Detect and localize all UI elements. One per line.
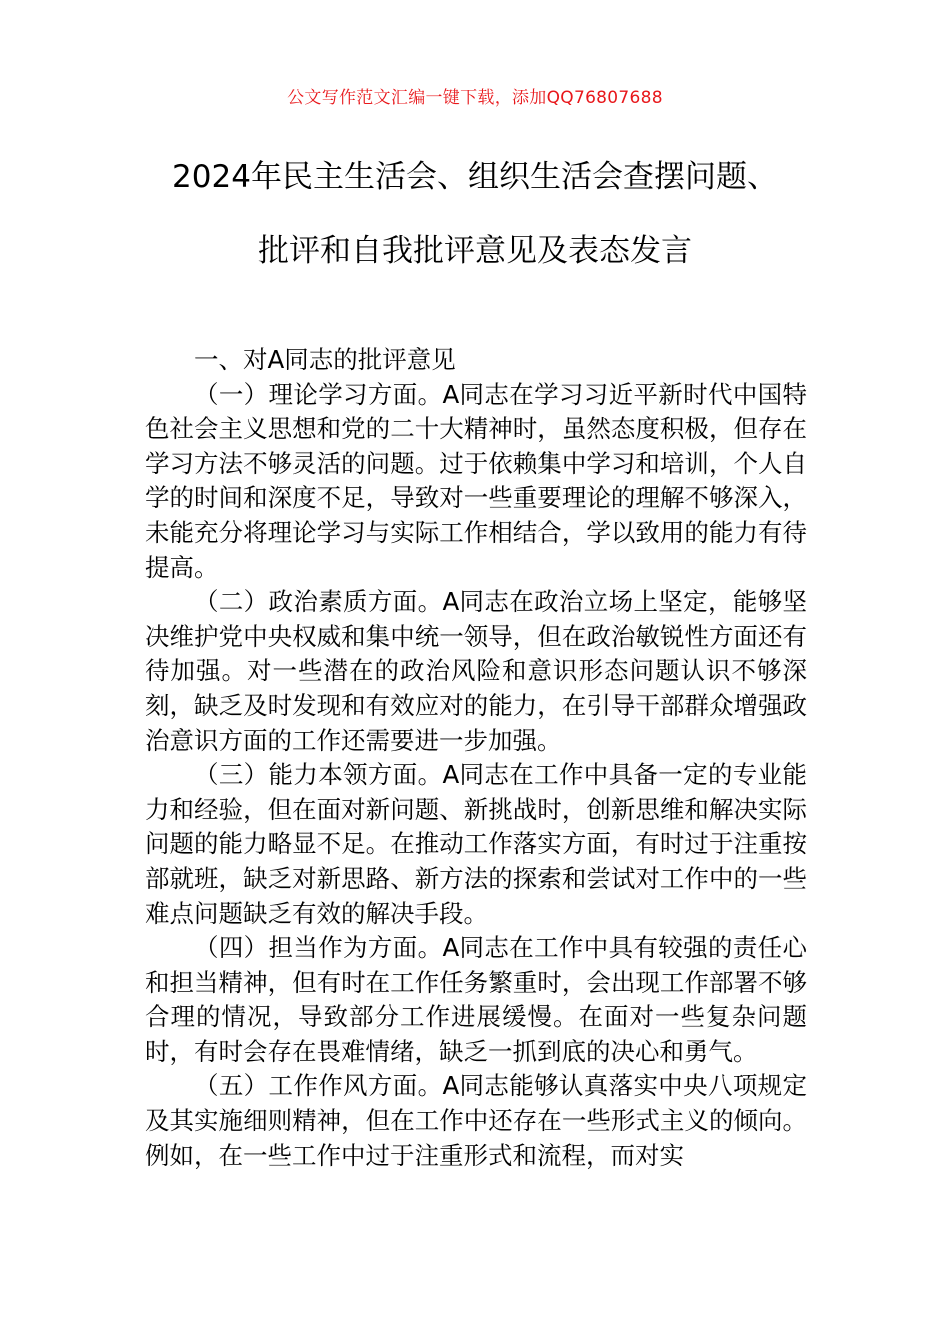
paragraph-text: A同志在政治立场上坚定，能够坚决维护党中央权威和集中统一领导，但在政治敏锐性方面还有待加强。对一些潜在的政治风险和意识形态问题认识不够深刻，缺乏及时发现和有效应对的能力，在引导干部群众增强政治意识方面的工作还需要进一步加强。 xyxy=(145,587,807,755)
paragraph-theory-study xyxy=(145,378,807,586)
paragraph-political-quality xyxy=(145,585,807,758)
paragraph-text: A同志在学习习近平新时代中国特色社会主义思想和党的二十大精神时，虽然态度积极，但存在学习方法不够灵活的问题。过于依赖集中学习和培训，个人自学的时间和深度不足，导致对一些重要理论的理解不够深入，未能充分将理论学习与实际工作相结合，学以致用的能力有待提高。 xyxy=(145,379,807,582)
download-notice: 公文写作范文汇编一键下载，添加QQ76807688 xyxy=(287,88,663,108)
paragraph-lead: （二）政治素质方面。 xyxy=(194,587,443,617)
title-line-1: 2024年民主生活会、组织生活会查摆问题、 xyxy=(172,159,778,195)
paragraph-lead: （三）能力本领方面。 xyxy=(194,760,443,790)
document-title xyxy=(70,153,880,275)
paragraph-text: A同志在工作中具备一定的专业能力和经验，但在面对新问题、新挑战时，创新思维和解决实际问题的能力略显不足。在推动工作落实方面，有时过于注重按部就班，缺乏对新思路、新方法的探索和尝试对工作中的一些难点问题缺乏有效的解决手段。 xyxy=(145,760,807,928)
section-heading: 一、对A同志的批评意见 xyxy=(194,345,456,374)
paragraph-lead: （一）理论学习方面。 xyxy=(194,379,443,409)
document-body xyxy=(145,343,807,1173)
paragraph-lead: （五）工作作风方面。 xyxy=(194,1071,443,1101)
paragraph-ability xyxy=(145,758,807,931)
paragraph-lead: （四）担当作为方面。 xyxy=(194,933,443,963)
paragraph-responsibility xyxy=(145,931,807,1069)
title-line-2: 批评和自我批评意见及表态发言 xyxy=(258,233,692,269)
paragraph-work-style xyxy=(145,1069,807,1173)
paragraph-text: A同志能够认真落实中央八项规定及其实施细则精神，但在工作中还存在一些形式主义的倾向。例如，在一些工作中过于注重形式和流程，而对实 xyxy=(145,1071,807,1170)
paragraph-text: A同志在工作中具有较强的责任心和担当精神，但有时在工作任务繁重时，会出现工作部署不够合理的情况，导致部分工作进展缓慢。在面对一些复杂问题时，有时会存在畏难情绪，缺乏一抓到底的决心和勇气。 xyxy=(145,933,807,1066)
